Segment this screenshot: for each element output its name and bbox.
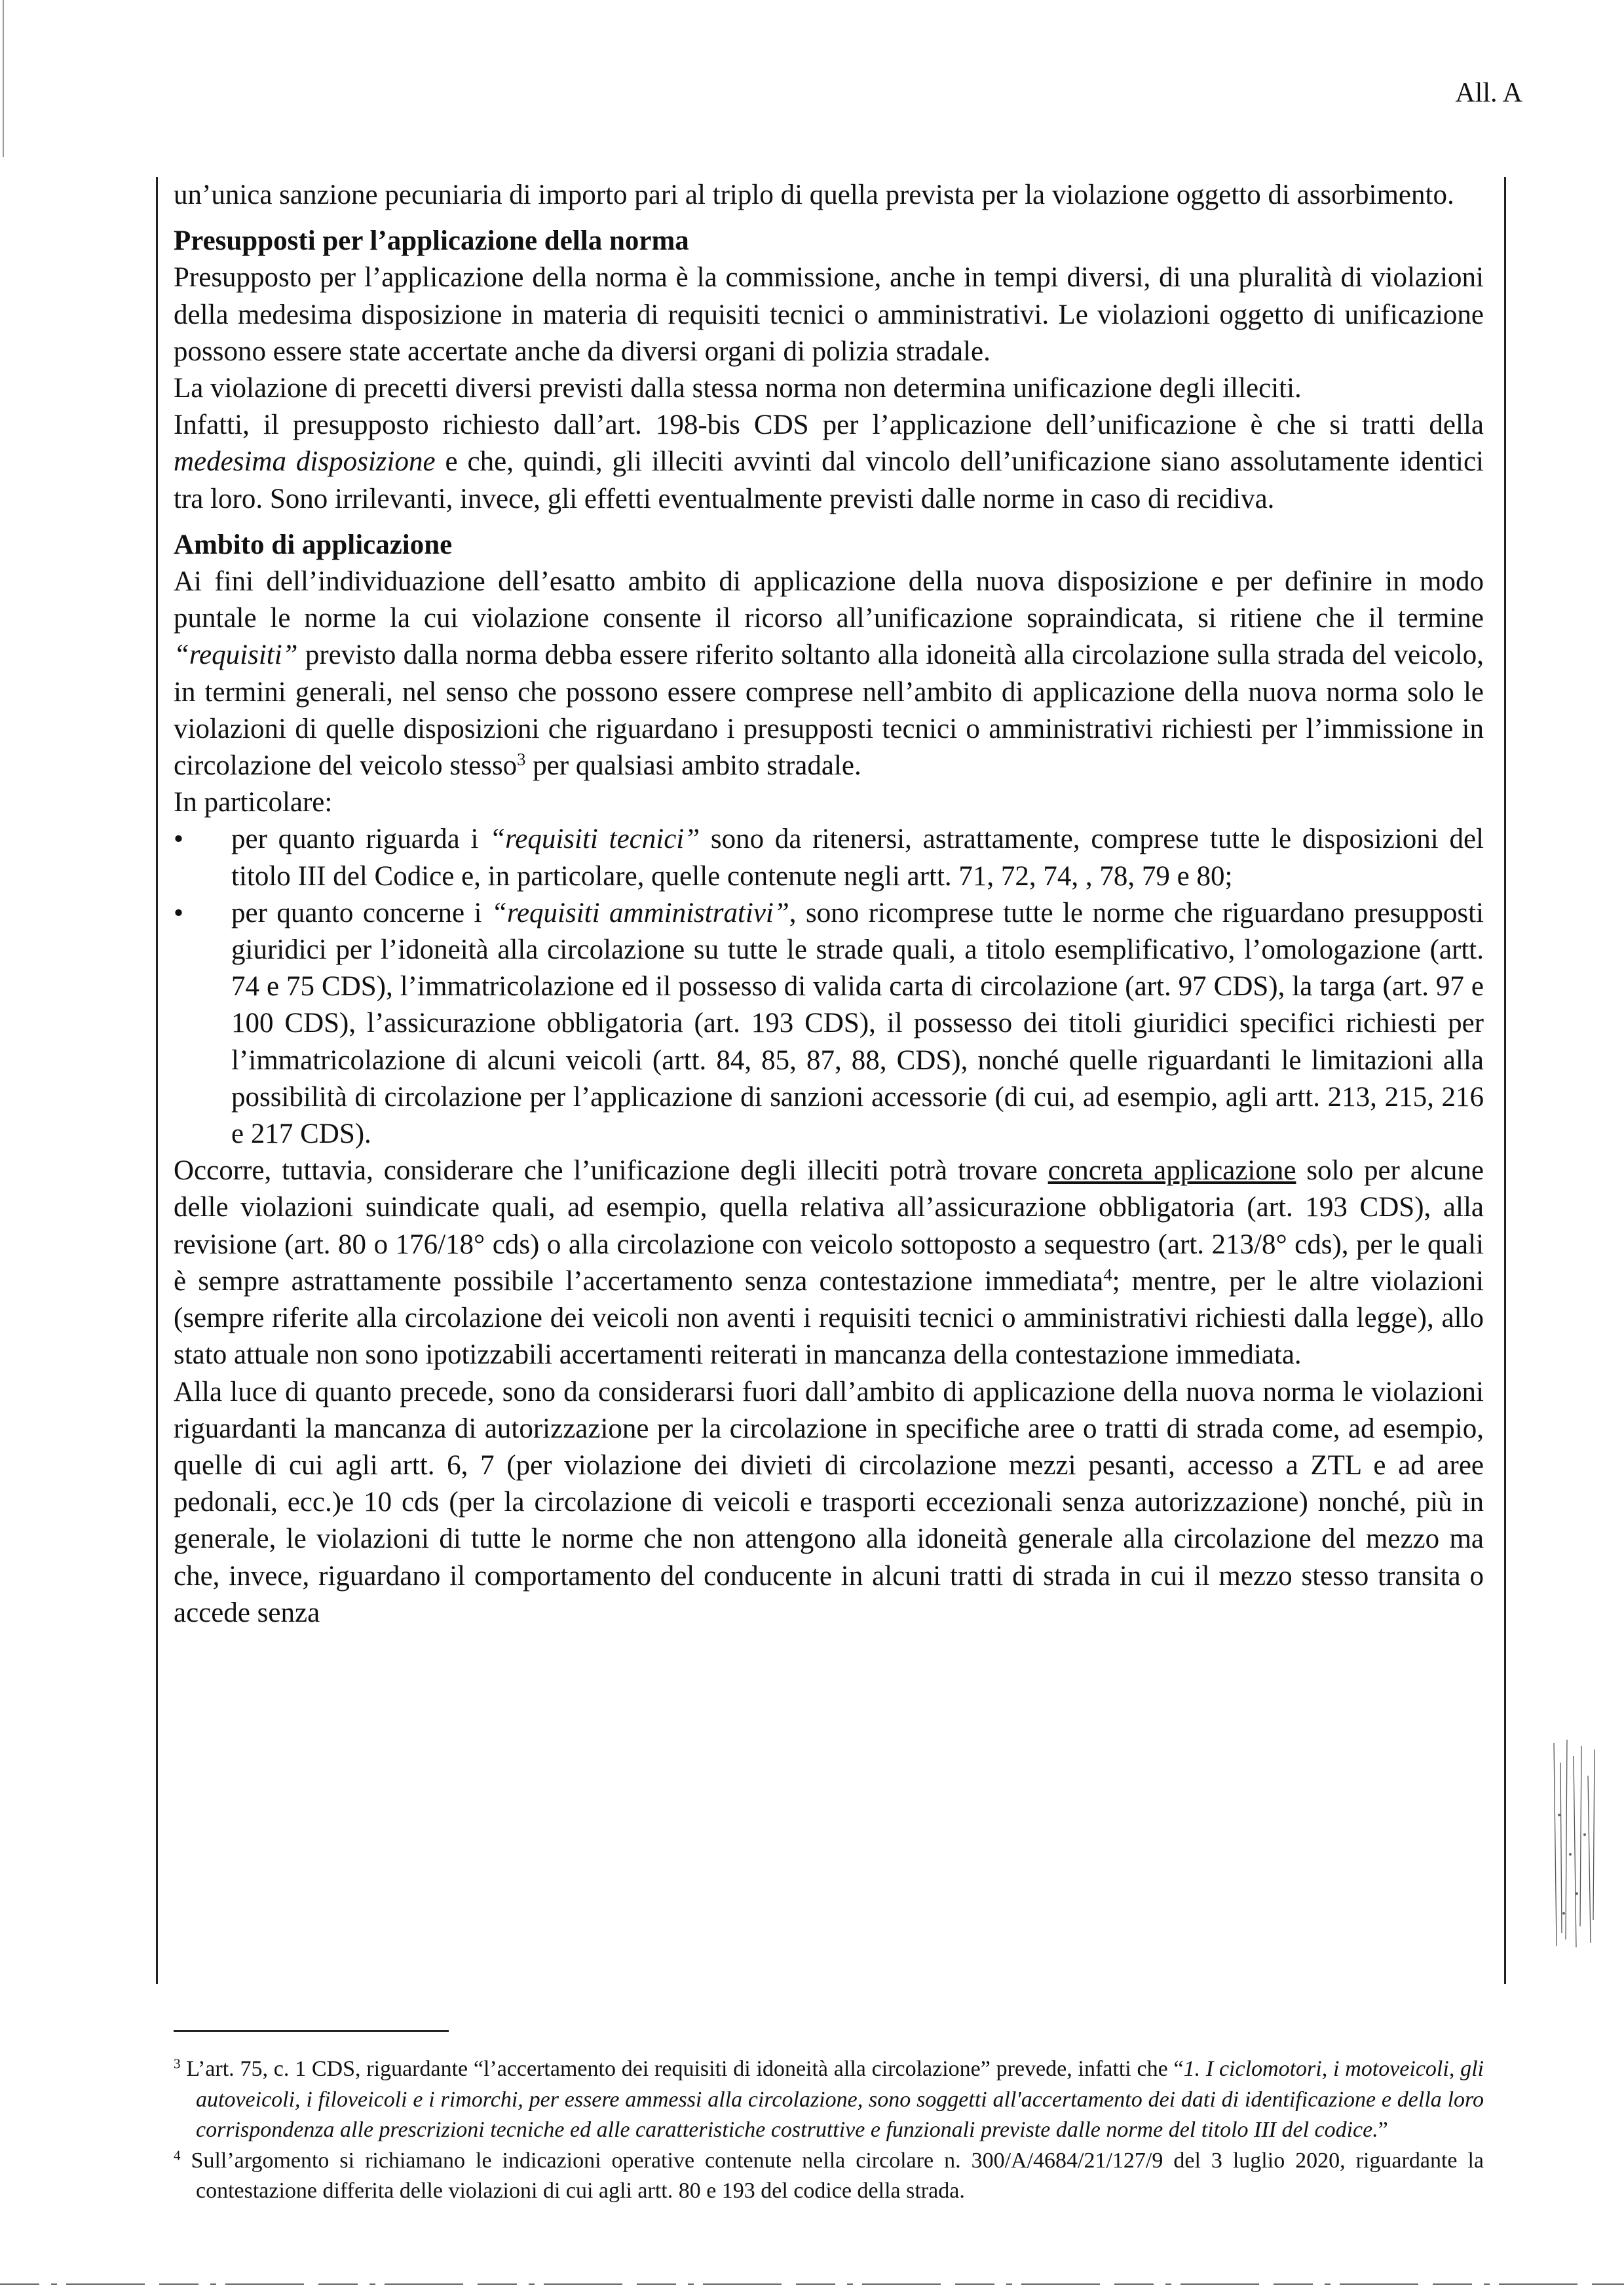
paragraph: Alla luce di quanto precede, sono da considerarsi fuori dall’ambito di applicazione della nuova norma le violazioni riguardanti la mancanza di autorizzazione per la circolazione in specifiche aree o tratti di strada come, ad esempio, quelle di cui agli artt. 6, 7 (per violazione dei divieti di circolazione mezzi pesanti, accesso a ZTL e ad aree pedonali, ecc.)e 10 cds (per la circolazione di veicoli e trasporti eccezionali senza autorizzazione) nonché, più in generale, le violazioni di tutte le norme che non attengono alla idoneità generale alla circolazione del mezzo ma che, invece, riguardano il comportamento del conducente in alcuni tratti di strada in cui il mezzo stesso transita o accede senza: [174, 1376, 1484, 1628]
section-heading-ambito: Ambito di applicazione: [174, 529, 453, 560]
paragraph: Presupposto per l’applicazione della norma è la commissione, anche in tempi diversi, di una pluralità di violazioni della medesima disposizione in materia di requisiti tecnici o amministrativi. Le violazioni oggetto di unificazione possono essere state accertate anche da diversi organi di polizia stradale.: [174, 262, 1484, 367]
bullet-icon: •: [174, 897, 184, 928]
emphasis: “requisiti amministrativi”: [491, 897, 789, 928]
stamp-icon: [1547, 1736, 1600, 1953]
footnote-separator: [174, 2030, 449, 2032]
footnote-ref-3[interactable]: 3: [517, 749, 526, 769]
footnote-ref-4[interactable]: 4: [1103, 1265, 1112, 1285]
list-item: • per quanto riguarda i “requisiti tecnici” sono da ritenersi, astrattamente, comprese tutte le disposizioni del titolo III del Codice e, in particolare, quelle contenute negli artt. 71, 72, 74, , 78, 79 e 80;: [174, 821, 1484, 894]
section-heading-presupposti: Presupposti per l’applicazione della norma: [174, 225, 689, 257]
list-item: • per quanto concerne i “requisiti amministrativi”, sono ricomprese tutte le norme che riguardano presupposti giuridici per l’idoneità alla circolazione su tutte le strade quali, a titolo esemplificativo, l’omologazione (artt. 74 e 75 CDS), l’immatricolazione ed il possesso di valida carta di circolazione (art. 97 CDS), la targa (art. 97 e 100 CDS), l’assicurazione obbligatoria (art. 193 CDS), il possesso dei titoli giuridici specifici richiesti per l’immatricolazione di alcuni veicoli (artt. 84, 85, 87, 88, CDS), nonché quelle riguardanti le limitazioni alla possibilità di circolazione per l’applicazione di sanzioni accessorie (di cui, ad esempio, agli artt. 213, 215, 216 e 217 CDS).: [174, 895, 1484, 1153]
bullet-icon: •: [174, 824, 184, 855]
paragraph: Occorre, tuttavia, considerare che l’unificazione degli illeciti potrà trovare concreta applicazione solo per alcune delle violazioni suindicate quali, ad esempio, quella relativa all’assicurazione obbligatoria (art. 193 CDS), alla revisione (art. 80 o 176/18° cds) o alla circolazione con veicolo sottoposto a sequestro (art. 213/8° cds), per le quali è sempre astrattamente possibile l’accertamento senza contestazione immediata$^4$; mentre, per le altre violazioni (sempre riferite alla circolazione dei veicoli non aventi i requisiti tecnici o amministrativi richiesti dalla legge), allo stato attuale non sono ipotizzabili accertamenti reiterati in mancanza della contestazione immediata.: [174, 1155, 1484, 1371]
footnote-3: $^3$ L’art. 75, c. 1 CDS, riguardante “l’accertamento dei requisiti di idoneità alla circolazione” prevede, infatti che “1. I ciclomotori, i motoveicoli, gli autoveicoli, i filoveicoli e i rimorchi, per essere ammessi alla circolazione, sono soggetti all'accertamento dei dati di identificazione e della loro corrispondenza alle prescrizioni tecniche ed alle caratteristiche costruttive e funzionali previste dalle norme del titolo III del codice.”: [174, 2055, 1484, 2142]
paragraph: un’unica sanzione pecuniaria di importo pari al triplo di quella prevista per la violazione oggetto di assorbimento.: [174, 180, 1454, 210]
footnote-4: $^4$ Sull’argomento si richiamano le indicazioni operative contenute nella circolare n. 300/A/4684/21/127/9 del 3 luglio 2020, riguardante la contestazione differita delle violazioni di cui agli artt. 80 e 193 del codice della strada.: [174, 2147, 1484, 2203]
scan-edge-line: [3, 0, 7, 157]
paragraph: Infatti, il presupposto richiesto dall’art. 198-bis CDS per l’applicazione dell’unificazione è che si tratti della medesima disposizione e che, quindi, gli illeciti avvinti dal vincolo dell’unificazione siano assolutamente identici tra loro. Sono irrilevanti, invece, gli effetti eventualmente previsti dalle norme in caso di recidiva.: [174, 410, 1484, 514]
paragraph: La violazione di precetti diversi previsti dalla stessa norma non determina unificazione degli illeciti.: [174, 373, 1302, 404]
emphasis: “requisiti tecnici”: [489, 824, 700, 855]
emphasis: medesima disposizione: [174, 446, 436, 478]
paragraph: In particolare:: [174, 787, 333, 818]
scan-bottom-edge: [0, 2279, 1624, 2289]
bullet-list: [174, 821, 1484, 1153]
footnotes: [174, 2054, 1484, 2207]
document-body: [174, 177, 1484, 1632]
page-header-tag: All. A: [1455, 78, 1522, 108]
underlined-text: concreta applicazione: [1048, 1155, 1296, 1187]
emphasis: “requisiti”: [174, 640, 298, 671]
paragraph: Ai fini dell’individuazione dell’esatto ambito di applicazione della nuova disposizione e per definire in modo puntale le norme la cui violazione consente il ricorso all’unificazione sopraindicata, si ritiene che il termine “requisiti” previsto dalla norma debba essere riferito soltanto alla idoneità alla circolazione sulla strada del veicolo, in termini generali, nel senso che possono essere comprese nell’ambito di applicazione della nuova norma solo le violazioni di quelle disposizioni che riguardano i presupposti tecnici o amministrativi richiesti per l’immissione in circolazione del veicolo stesso$^3$ per qualsiasi ambito stradale.: [174, 566, 1484, 782]
